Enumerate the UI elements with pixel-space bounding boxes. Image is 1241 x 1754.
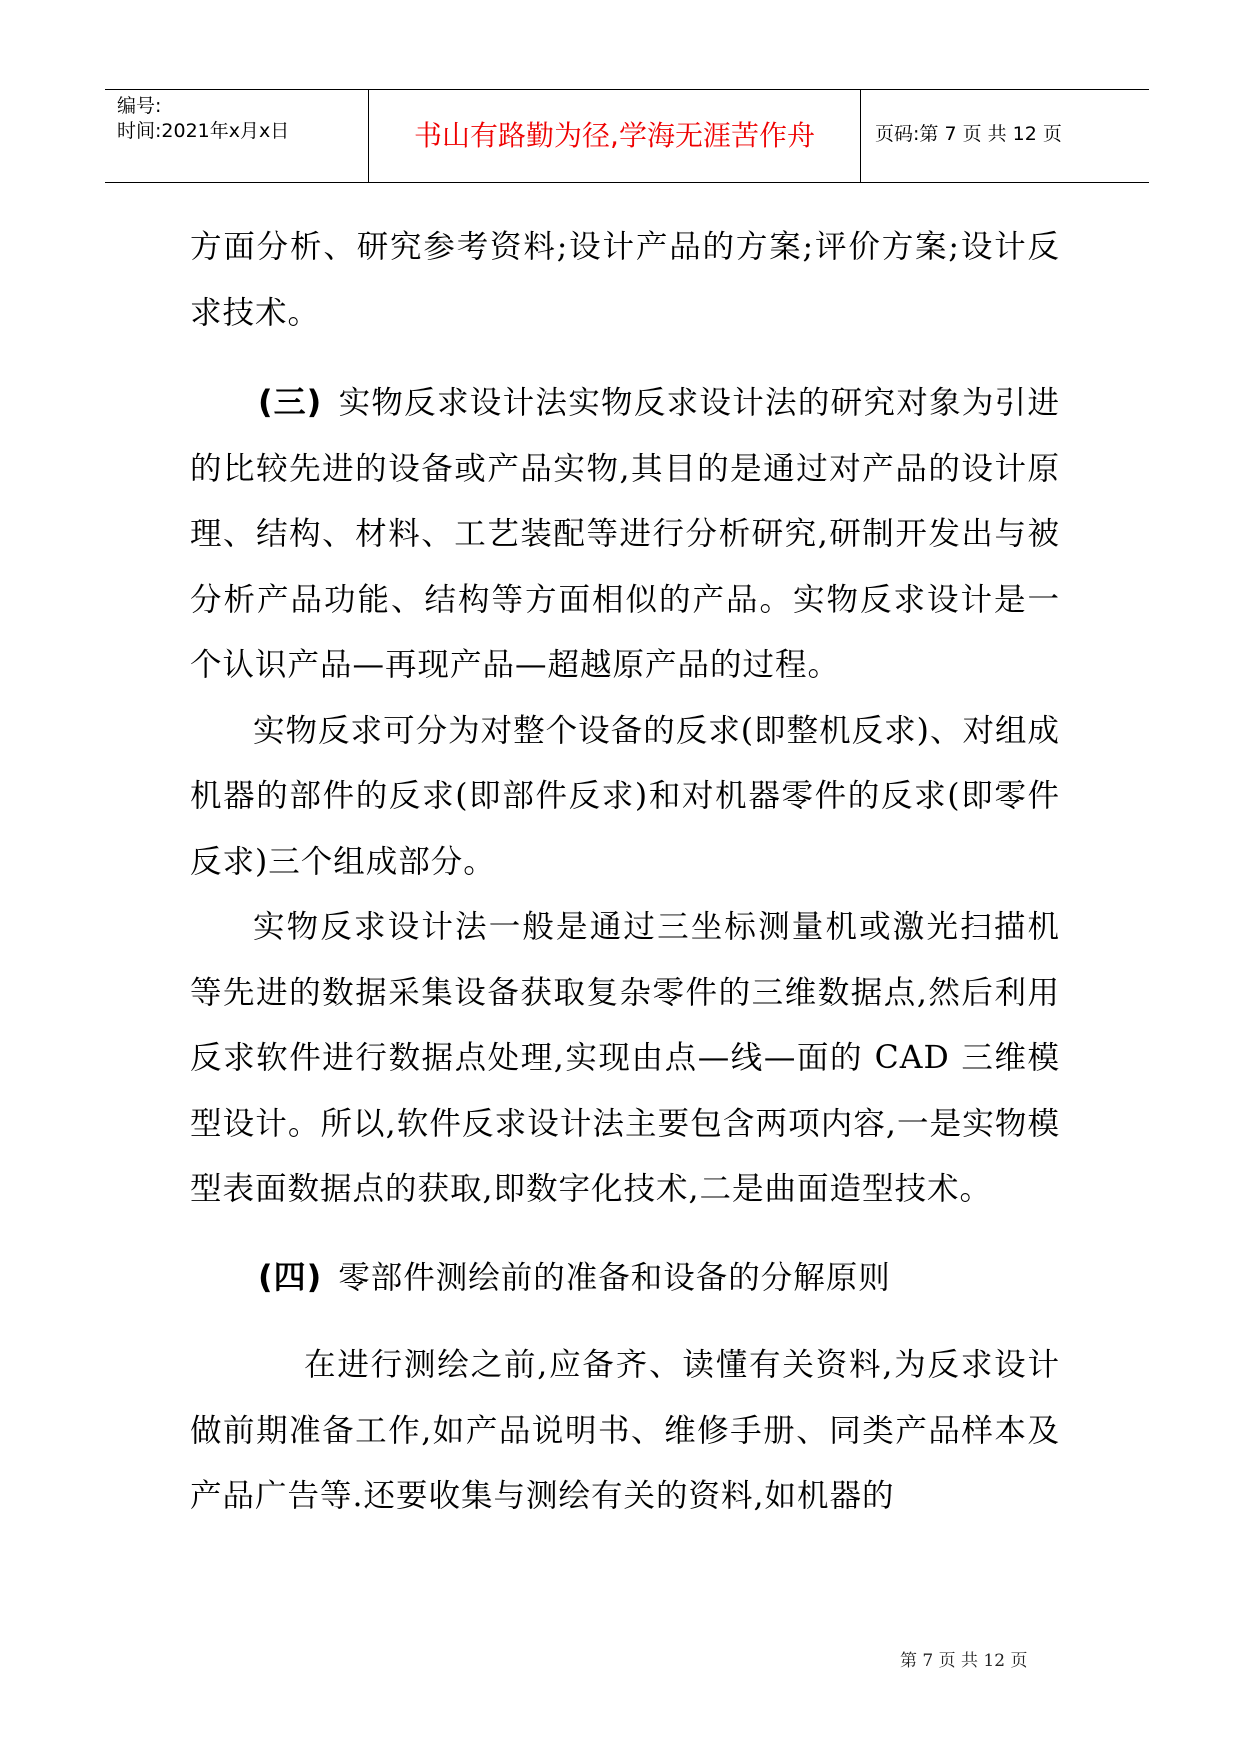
section-heading [190,1245,1060,1312]
document-body [190,215,1060,1530]
header-page-cell [861,90,1149,182]
section-paragraph [190,370,1060,699]
header-motto: 书山有路勤为径,学海无涯苦作舟 [414,119,815,152]
paragraph: 方面分析、研究参考资料;设计产品的方案;评价方案;设计反求技术。 [190,229,1060,331]
paragraph: 在进行测绘之前,应备齐、读懂有关资料,为反求设计做前期准备工作,如产品说明书、维修手册、同类产品样本及产品广告等.还要收集与测绘有关的资料,如机器的 [190,1347,1060,1514]
page-header [105,89,1149,183]
header-page-number: 页码:第 7 页 共 12 页 [875,123,1062,145]
document-time-label: 时间:2021年x月x日 [117,120,290,142]
section-text: 实物反求设计法实物反求设计法的研究对象为引进的比较先进的设备或产品实物,其目的是通过对产品的设计原理、结构、材料、工艺装配等进行分析研究,研制开发出与被分析产品功能、结构等方面相似的产品。实物反求设计是一个认识产品—再现产品—超越原产品的过程。 [190,385,1060,683]
header-motto-cell [369,90,861,182]
section-number: (三) [258,383,323,421]
section-number: (四) [258,1257,323,1296]
header-meta-cell [105,90,369,182]
document-id-label: 编号: [117,95,162,117]
section-heading-text: 零部件测绘前的准备和设备的分解原则 [338,1259,891,1296]
page-footer: 第 7 页 共 12 页 [900,1651,1028,1671]
paragraph: 实物反求设计法一般是通过三坐标测量机或激光扫描机等先进的数据采集设备获取复杂零件的三维数据点,然后利用反求软件进行数据点处理,实现由点—线—面的 CAD 三维模型设计。所以,软件反求设计法主要包含两项内容,一是实物模型表面数据点的获取,即数字化技术,二是曲面造型技术。 [190,909,1060,1207]
paragraph: 实物反求可分为对整个设备的反求(即整机反求)、对组成机器的部件的反求(即部件反求)和对机器零件的反求(即零件反求)三个组成部分。 [190,712,1060,880]
